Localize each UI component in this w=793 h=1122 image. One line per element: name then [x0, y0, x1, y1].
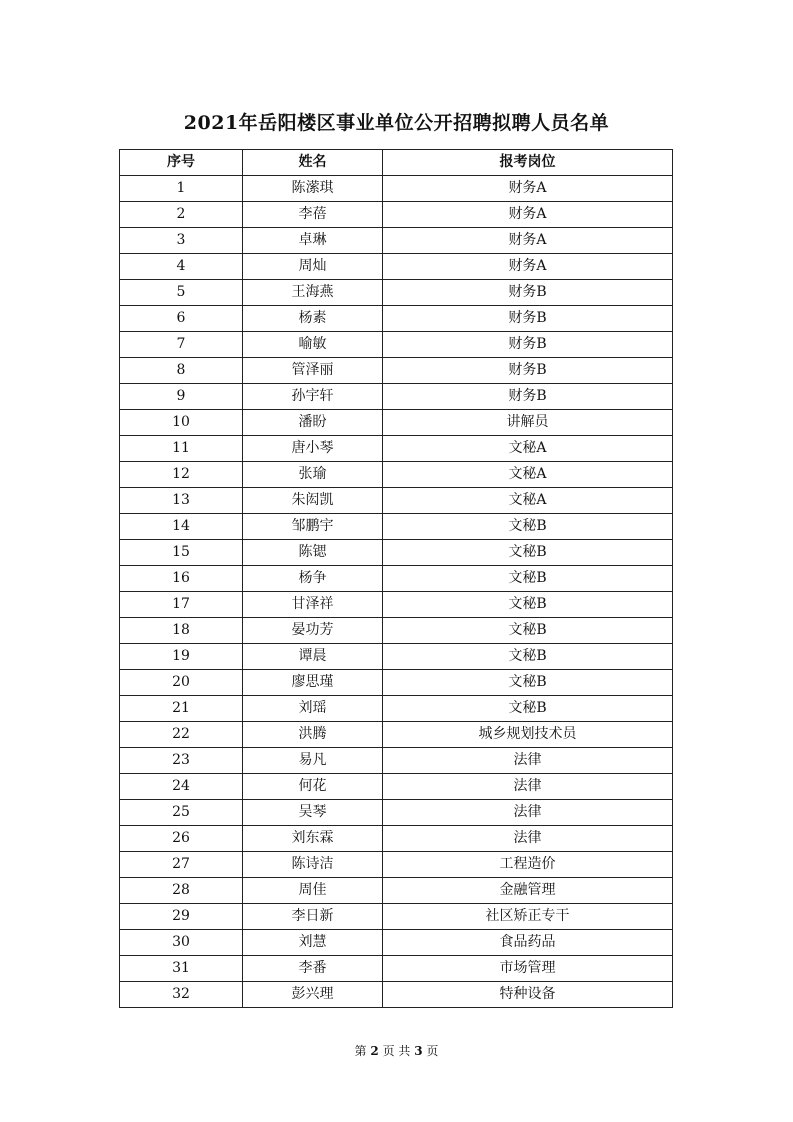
table-row [120, 280, 673, 306]
cell-index: 2 [120, 202, 243, 228]
cell-position: 文秘B [383, 696, 673, 722]
cell-position: 金融管理 [383, 878, 673, 904]
cell-index: 3 [120, 228, 243, 254]
cell-name: 周佳 [243, 878, 383, 904]
cell-position: 食品药品 [383, 930, 673, 956]
cell-index: 4 [120, 254, 243, 280]
table-row [120, 176, 673, 202]
cell-name: 洪腾 [243, 722, 383, 748]
table-row [120, 670, 673, 696]
footer-middle: 页 共 [382, 1044, 411, 1058]
cell-name: 甘泽祥 [243, 592, 383, 618]
current-page-number: 2 [370, 1044, 379, 1058]
cell-index: 22 [120, 722, 243, 748]
cell-position: 财务B [383, 358, 673, 384]
cell-name: 刘慧 [243, 930, 383, 956]
table-row [120, 930, 673, 956]
cell-position: 文秘A [383, 436, 673, 462]
cell-position: 特种设备 [383, 982, 673, 1008]
cell-name: 廖思瑾 [243, 670, 383, 696]
cell-name: 周灿 [243, 254, 383, 280]
cell-index: 17 [120, 592, 243, 618]
table-row [120, 228, 673, 254]
cell-index: 26 [120, 826, 243, 852]
cell-name: 李番 [243, 956, 383, 982]
table-row [120, 306, 673, 332]
table-row [120, 722, 673, 748]
cell-index: 16 [120, 566, 243, 592]
page-footer [0, 1042, 793, 1059]
table-row [120, 436, 673, 462]
table-row [120, 566, 673, 592]
cell-name: 晏功芳 [243, 618, 383, 644]
cell-position: 市场管理 [383, 956, 673, 982]
table-row [120, 540, 673, 566]
cell-position: 文秘B [383, 592, 673, 618]
cell-position: 财务A [383, 228, 673, 254]
cell-index: 15 [120, 540, 243, 566]
cell-index: 27 [120, 852, 243, 878]
cell-position: 城乡规划技术员 [383, 722, 673, 748]
cell-index: 7 [120, 332, 243, 358]
table-row [120, 410, 673, 436]
column-header-index: 序号 [120, 150, 243, 176]
table-row [120, 982, 673, 1008]
footer-prefix: 第 [354, 1044, 367, 1058]
cell-name: 陈诗洁 [243, 852, 383, 878]
cell-index: 31 [120, 956, 243, 982]
cell-index: 28 [120, 878, 243, 904]
table-row [120, 696, 673, 722]
cell-name: 潘盼 [243, 410, 383, 436]
cell-name: 吴琴 [243, 800, 383, 826]
cell-position: 社区矫正专干 [383, 904, 673, 930]
cell-name: 彭兴理 [243, 982, 383, 1008]
cell-name: 李日新 [243, 904, 383, 930]
cell-position: 财务B [383, 306, 673, 332]
table-row [120, 774, 673, 800]
total-page-count: 3 [414, 1044, 423, 1058]
cell-index: 10 [120, 410, 243, 436]
cell-name: 张瑜 [243, 462, 383, 488]
cell-position: 文秘B [383, 644, 673, 670]
cell-name: 邹鹏宇 [243, 514, 383, 540]
cell-name: 刘东霖 [243, 826, 383, 852]
table-row [120, 462, 673, 488]
cell-position: 法律 [383, 774, 673, 800]
cell-index: 20 [120, 670, 243, 696]
cell-index: 8 [120, 358, 243, 384]
table-row [120, 514, 673, 540]
table-header [120, 150, 673, 176]
table-row [120, 358, 673, 384]
cell-position: 讲解员 [383, 410, 673, 436]
cell-name: 管泽丽 [243, 358, 383, 384]
table-row [120, 826, 673, 852]
cell-index: 1 [120, 176, 243, 202]
cell-index: 19 [120, 644, 243, 670]
cell-index: 9 [120, 384, 243, 410]
cell-name: 刘瑶 [243, 696, 383, 722]
cell-index: 12 [120, 462, 243, 488]
table-row [120, 384, 673, 410]
cell-position: 文秘B [383, 618, 673, 644]
cell-name: 谭晨 [243, 644, 383, 670]
cell-position: 文秘B [383, 514, 673, 540]
cell-name: 喻敏 [243, 332, 383, 358]
cell-index: 5 [120, 280, 243, 306]
table-row [120, 748, 673, 774]
cell-position: 财务B [383, 384, 673, 410]
cell-position: 文秘A [383, 488, 673, 514]
table-row [120, 332, 673, 358]
table-row [120, 644, 673, 670]
cell-name: 陈锶 [243, 540, 383, 566]
column-header-name: 姓名 [243, 150, 383, 176]
cell-position: 财务A [383, 176, 673, 202]
cell-position: 财务A [383, 254, 673, 280]
cell-name: 陈潆琪 [243, 176, 383, 202]
table-row [120, 202, 673, 228]
cell-name: 唐小琴 [243, 436, 383, 462]
cell-position: 法律 [383, 748, 673, 774]
cell-position: 文秘A [383, 462, 673, 488]
cell-name: 李蓓 [243, 202, 383, 228]
table-body [120, 176, 673, 1008]
cell-name: 何花 [243, 774, 383, 800]
cell-name: 朱闳凯 [243, 488, 383, 514]
table-row [120, 800, 673, 826]
table-row [120, 956, 673, 982]
table-row [120, 254, 673, 280]
cell-name: 孙宇轩 [243, 384, 383, 410]
cell-position: 法律 [383, 800, 673, 826]
table-row [120, 488, 673, 514]
cell-index: 14 [120, 514, 243, 540]
footer-suffix: 页 [426, 1044, 439, 1058]
cell-name: 杨争 [243, 566, 383, 592]
cell-name: 王海燕 [243, 280, 383, 306]
column-header-position: 报考岗位 [383, 150, 673, 176]
cell-index: 11 [120, 436, 243, 462]
cell-position: 财务B [383, 332, 673, 358]
cell-position: 法律 [383, 826, 673, 852]
cell-index: 6 [120, 306, 243, 332]
table-row [120, 592, 673, 618]
cell-name: 杨素 [243, 306, 383, 332]
cell-index: 32 [120, 982, 243, 1008]
cell-index: 29 [120, 904, 243, 930]
cell-position: 文秘B [383, 540, 673, 566]
cell-index: 13 [120, 488, 243, 514]
cell-index: 21 [120, 696, 243, 722]
cell-index: 18 [120, 618, 243, 644]
table-header-row [120, 150, 673, 176]
cell-index: 30 [120, 930, 243, 956]
page-title: 2021年岳阳楼区事业单位公开招聘拟聘人员名单 [183, 112, 610, 134]
cell-position: 财务A [383, 202, 673, 228]
cell-name: 卓琳 [243, 228, 383, 254]
table-row [120, 618, 673, 644]
cell-position: 工程造价 [383, 852, 673, 878]
table-row [120, 852, 673, 878]
cell-position: 文秘B [383, 670, 673, 696]
table-row [120, 878, 673, 904]
roster-table [119, 149, 673, 1008]
cell-position: 财务B [383, 280, 673, 306]
cell-index: 23 [120, 748, 243, 774]
cell-index: 24 [120, 774, 243, 800]
cell-index: 25 [120, 800, 243, 826]
table-row [120, 904, 673, 930]
cell-name: 易凡 [243, 748, 383, 774]
cell-position: 文秘B [383, 566, 673, 592]
